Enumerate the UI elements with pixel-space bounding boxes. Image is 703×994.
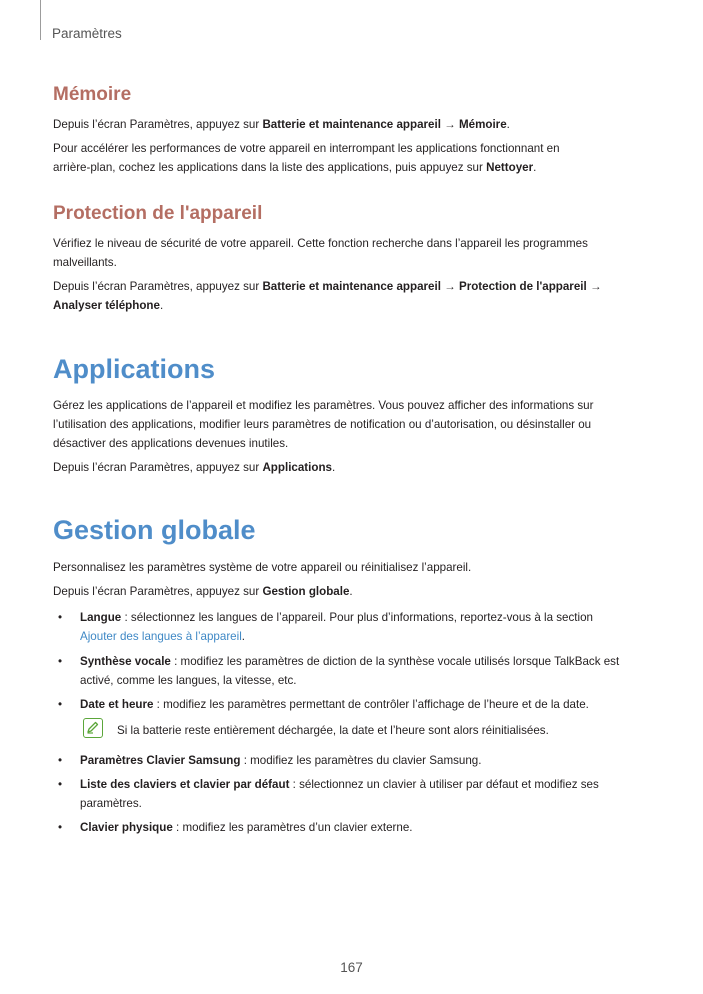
bullet-liste-claviers-line-1: Liste des claviers et clavier par défaut : sélectionnez un clavier à utiliser par défaut et modifiez ses: [80, 778, 599, 791]
protection-paragraph-2-line-2: Analyser téléphone.: [53, 299, 164, 312]
note-pencil-icon: [83, 718, 103, 738]
header-rule: [40, 0, 41, 40]
bullet-marker: •: [58, 754, 63, 767]
ajouter-langues-link[interactable]: Ajouter des langues à l’appareil: [80, 630, 242, 643]
gestion-heading: Gestion globale: [53, 515, 256, 545]
memoire-paragraph-1: Depuis l’écran Paramètres, appuyez sur Batterie et maintenance appareil → Mémoire.: [53, 118, 510, 131]
bullet-marker: •: [58, 778, 63, 791]
note-text: Si la batterie reste entièrement déchargée, la date et l’heure sont alors réinitialisées.: [117, 724, 549, 737]
bullet-liste-claviers-line-2: paramètres.: [80, 797, 142, 810]
memoire-paragraph-2-line-2: arrière-plan, cochez les applications dans la liste des applications, puis appuyez sur Nettoyer.: [53, 161, 537, 174]
gestion-paragraph-2: Depuis l’écran Paramètres, appuyez sur Gestion globale.: [53, 585, 353, 598]
bullet-synthese-line-2: activé, comme les langues, la vitesse, etc.: [80, 674, 297, 687]
applications-paragraph-2: Depuis l’écran Paramètres, appuyez sur Applications.: [53, 461, 336, 474]
memoire-heading: Mémoire: [53, 84, 132, 105]
header-section-label: Paramètres: [52, 26, 122, 41]
applications-paragraph-1-line-3: désactiver des applications devenues inutiles.: [53, 437, 289, 450]
bullet-clavier-physique: Clavier physique : modifiez les paramètres d’un clavier externe.: [80, 821, 413, 834]
bullet-marker: •: [58, 655, 63, 668]
protection-paragraph-1-line-1: Vérifiez le niveau de sécurité de votre appareil. Cette fonction recherche dans l’appareil les programmes: [53, 237, 588, 250]
applications-paragraph-1-line-2: l’utilisation des applications, modifier leurs paramètres de notification ou d’autorisation, ou désinstaller ou: [53, 418, 592, 431]
bullet-synthese-line-1: Synthèse vocale : modifiez les paramètres de diction de la synthèse vocale utilisés lorsque TalkBack est: [80, 655, 620, 668]
bullet-date-heure: Date et heure : modifiez les paramètres permettant de contrôler l’affichage de l’heure et de la date.: [80, 698, 589, 711]
gestion-paragraph-1: Personnalisez les paramètres système de votre appareil ou réinitialisez l’appareil.: [53, 561, 472, 574]
applications-heading: Applications: [53, 354, 216, 384]
bullet-marker: •: [58, 611, 63, 624]
bullet-clavier-samsung: Paramètres Clavier Samsung : modifiez les paramètres du clavier Samsung.: [80, 754, 482, 767]
memoire-paragraph-2-line-1: Pour accélérer les performances de votre appareil en interrompant les applications fonctionnant en: [53, 142, 560, 155]
protection-paragraph-1-line-2: malveillants.: [53, 256, 117, 269]
bullet-marker: •: [58, 821, 63, 834]
protection-heading: Protection de l'appareil: [53, 203, 263, 224]
page-number: 167: [340, 960, 363, 975]
bullet-langue-line-1: Langue : sélectionnez les langues de l’appareil. Pour plus d’informations, reportez-vous à la section: [80, 611, 593, 624]
bullet-langue-line-2: Ajouter des langues à l’appareil.: [80, 630, 246, 643]
applications-paragraph-1-line-1: Gérez les applications de l’appareil et modifiez les paramètres. Vous pouvez afficher des informations sur: [53, 399, 594, 412]
bullet-marker: •: [58, 698, 63, 711]
protection-paragraph-2-line-1: Depuis l’écran Paramètres, appuyez sur Batterie et maintenance appareil → Protection de l'appareil →: [53, 280, 602, 293]
